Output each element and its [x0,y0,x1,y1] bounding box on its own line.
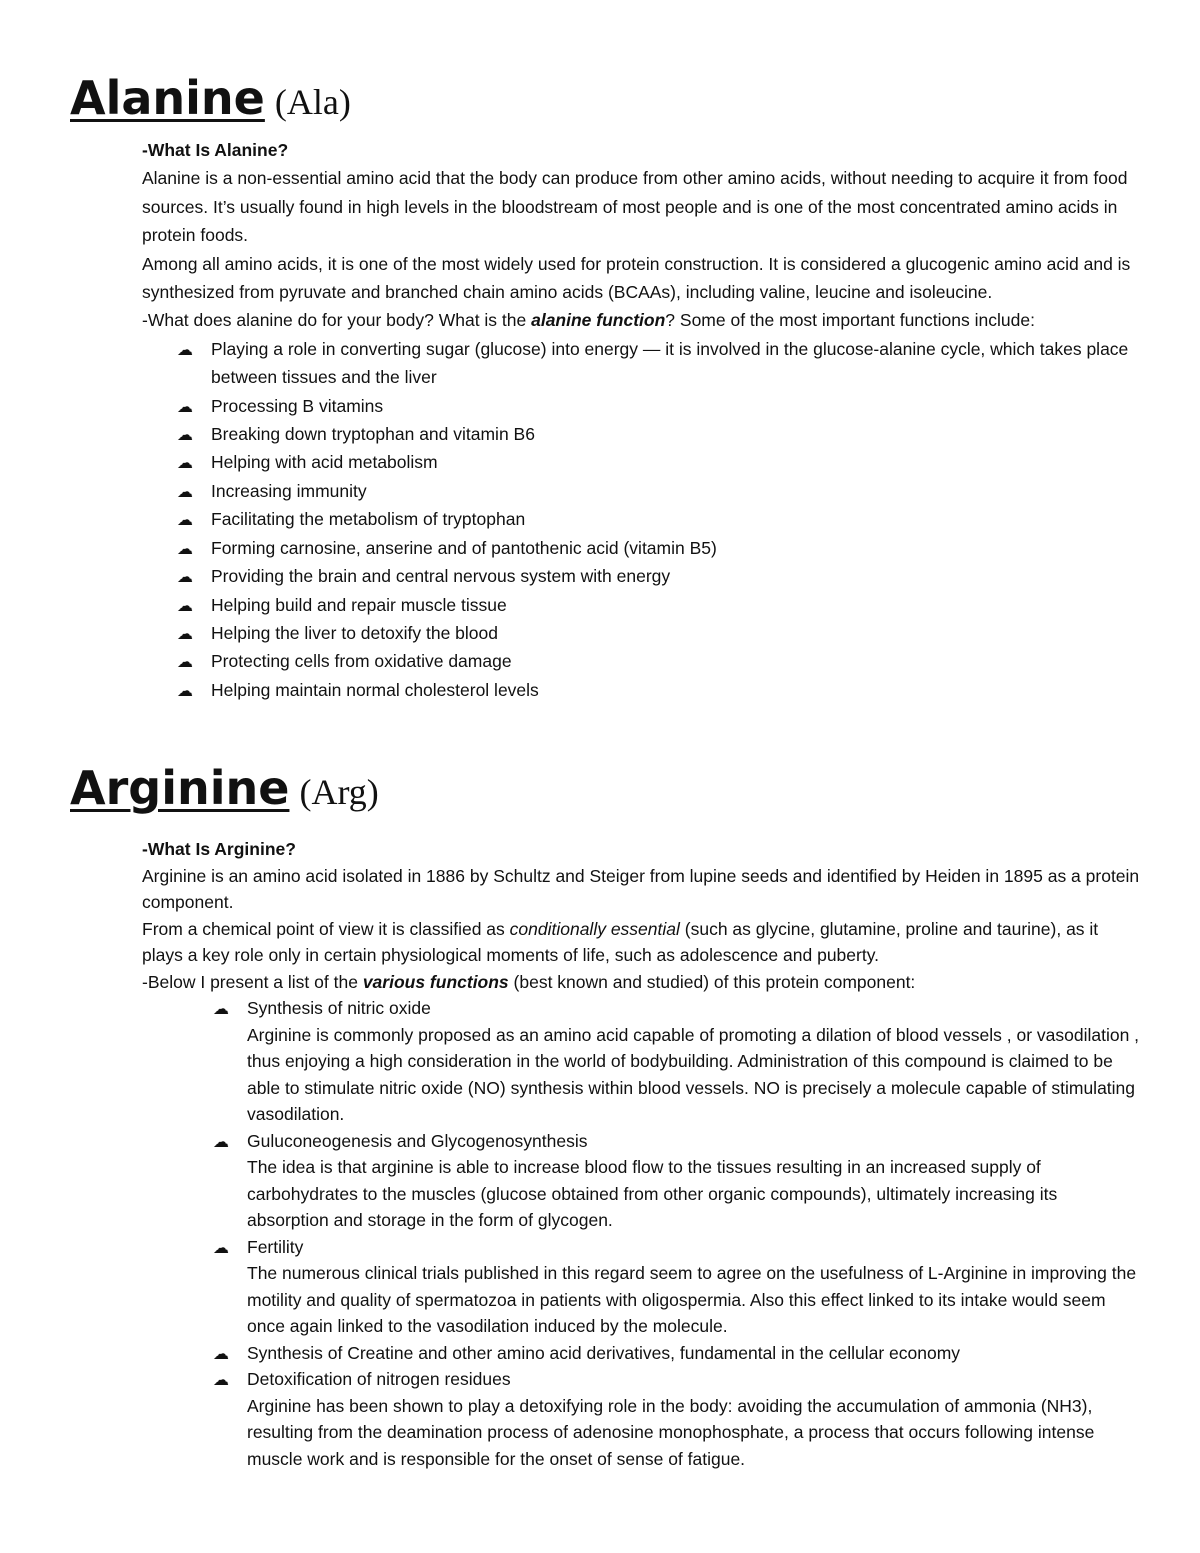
list-item [142,1366,1142,1472]
cloud-bullet-icon: ☁ [177,396,193,416]
list-item-title: Synthesis of Creatine and other amino acid derivatives, fundamental in the cellular economy [247,1342,961,1363]
alanine-paragraph-2: Among all amino acids, it is one of the most widely used for protein construction. It is considered a glucogenic amino acid and is synthesized from pyruvate and branched chain amino acids (BCAAs), including valine, leucine and isoleucine. [142,253,1131,303]
list-item-text: Helping with acid metabolism [211,452,438,473]
function-question-text: -What does alanine do for your body? What is the [142,310,532,331]
list-item [142,505,1142,533]
cloud-bullet-icon: ☁ [213,1370,229,1389]
list-item-text: Helping build and repair muscle tissue [211,594,507,615]
arginine-abbr: (Arg) [299,772,379,812]
list-item-title: Synthesis of nitric oxide [247,998,431,1018]
alanine-title: Alanine [70,71,265,125]
list-item-description: Arginine is commonly proposed as an amino acid capable of promoting a dilation of blood vessels , or vasodilation , thus enjoying a high consideration in the world of bodybuilding. Administration of this compound is claimed to be able to stimulate nitric oxide (NO) synthesis within blood vessels. NO is precisely a molecule capable of stimulating vasodilation. [247,1024,1140,1124]
list-intro-text: -Below I present a list of the [142,971,363,992]
function-question-text-end: ? Some of the most important functions include: [665,310,1035,331]
list-item [142,995,1142,1128]
arginine-function-list [142,995,1142,1472]
list-intro-text-end: (best known and studied) of this protein component: [508,971,916,992]
cloud-bullet-icon: ☁ [177,595,193,615]
list-item [142,448,1142,476]
list-item-text: Helping the liver to detoxify the blood [211,622,498,643]
list-item [142,647,1142,675]
list-item [142,591,1142,619]
alanine-function-question [142,306,1142,334]
cloud-bullet-icon: ☁ [213,999,229,1018]
cloud-bullet-icon: ☁ [177,538,193,558]
list-item-text: Providing the brain and central nervous system with energy [211,566,671,587]
various-functions-emphasis: various functions [362,971,509,992]
arginine-heading [70,763,379,814]
alanine-paragraph-1: Alanine is a non-essential amino acid that the body can produce from other amino acids, without needing to acquire it from food sources. It’s usually found in high levels in the bloodstream of most people and is one of the most concentrated amino acids in protein foods. [142,168,1128,246]
list-item-text: Processing B vitamins [211,395,384,416]
arginine-section [142,836,1142,1472]
cloud-bullet-icon: ☁ [213,1237,229,1257]
alanine-function-emphasis: alanine function [531,310,666,331]
list-item [142,392,1142,420]
paragraph-2-text-end: (such as glycine, glutamine, proline and taurine), as it plays a key role only in certain physiological moments of life, such as adolescence and puberty. [142,918,1099,965]
list-item [142,1234,1142,1340]
list-item-text: Protecting cells from oxidative damage [211,651,512,672]
list-item-description: The idea is that arginine is able to increase blood flow to the tissues resulting in an increased supply of carbohydrates to the muscles (glucose obtained from other organic compounds), ultimately increasing its absorption and storage in the form of glycogen. [247,1157,1058,1230]
cloud-bullet-icon: ☁ [177,680,193,700]
list-item-text: Facilitating the metabolism of tryptophan [211,509,526,530]
list-item-text: Breaking down tryptophan and vitamin B6 [211,424,535,445]
list-item-text: Increasing immunity [211,480,367,501]
cloud-bullet-icon: ☁ [177,453,193,473]
cloud-bullet-icon: ☁ [213,1131,229,1151]
list-item [142,335,1142,392]
list-item-title: Guluconeogenesis and Glycogenosynthesis [247,1130,588,1151]
list-item [142,619,1142,647]
arginine-question: -What Is Arginine? [142,839,296,859]
arginine-paragraph-2 [142,916,1142,969]
list-item [142,1340,1142,1367]
arginine-list-intro [142,969,1142,996]
paragraph-2-text: From a chemical point of view it is classified as [142,918,510,939]
cloud-bullet-icon: ☁ [177,623,193,643]
cloud-bullet-icon: ☁ [177,652,193,672]
list-item-description: The numerous clinical trials published in this regard seem to agree on the usefulness of L-Arginine in improving the motility and quality of spermatozoa in patients with oligospermia. Also this effect linked to its intake would seem once again linked to the vasodilation induced by the molecule. [247,1263,1137,1336]
list-item [142,534,1142,562]
list-item-description: Arginine has been shown to play a detoxifying role in the body: avoiding the accumulation of ammonia (NH3), resulting from the deamination process of adenosine monophosphate, a process that occurs following intense muscle work and is responsible for the onset of sense of fatigue. [247,1395,1095,1469]
cloud-bullet-icon: ☁ [177,425,193,445]
arginine-paragraph-1: Arginine is an amino acid isolated in 1886 by Schultz and Steiger from lupine seeds and identified by Heiden in 1895 as a protein component. [142,865,1140,912]
alanine-function-list [142,335,1142,704]
list-item-title: Fertility [247,1236,304,1257]
list-item-text: Forming carnosine, anserine and of pantothenic acid (vitamin B5) [211,537,717,558]
cloud-bullet-icon: ☁ [177,567,193,587]
list-item [142,1128,1142,1234]
list-item [142,420,1142,448]
arginine-title: Arginine [70,761,290,815]
cloud-bullet-icon: ☁ [213,1343,229,1363]
cloud-bullet-icon: ☁ [177,481,193,501]
list-item-text: Helping maintain normal cholesterol levels [211,679,539,700]
alanine-section [142,136,1142,704]
list-item [142,676,1142,704]
alanine-abbr: (Ala) [274,82,351,122]
cloud-bullet-icon: ☁ [177,339,193,359]
alanine-question: -What Is Alanine? [142,140,289,160]
conditionally-essential-emphasis: conditionally essential [509,918,680,939]
cloud-bullet-icon: ☁ [177,510,193,530]
alanine-heading [70,73,351,124]
list-item-title: Detoxification of nitrogen residues [247,1369,511,1389]
list-item-text: Playing a role in converting sugar (glucose) into energy — it is involved in the glucose-alanine cycle, which takes place between tissues and the liver [211,338,1129,388]
list-item [142,477,1142,505]
list-item [142,562,1142,590]
